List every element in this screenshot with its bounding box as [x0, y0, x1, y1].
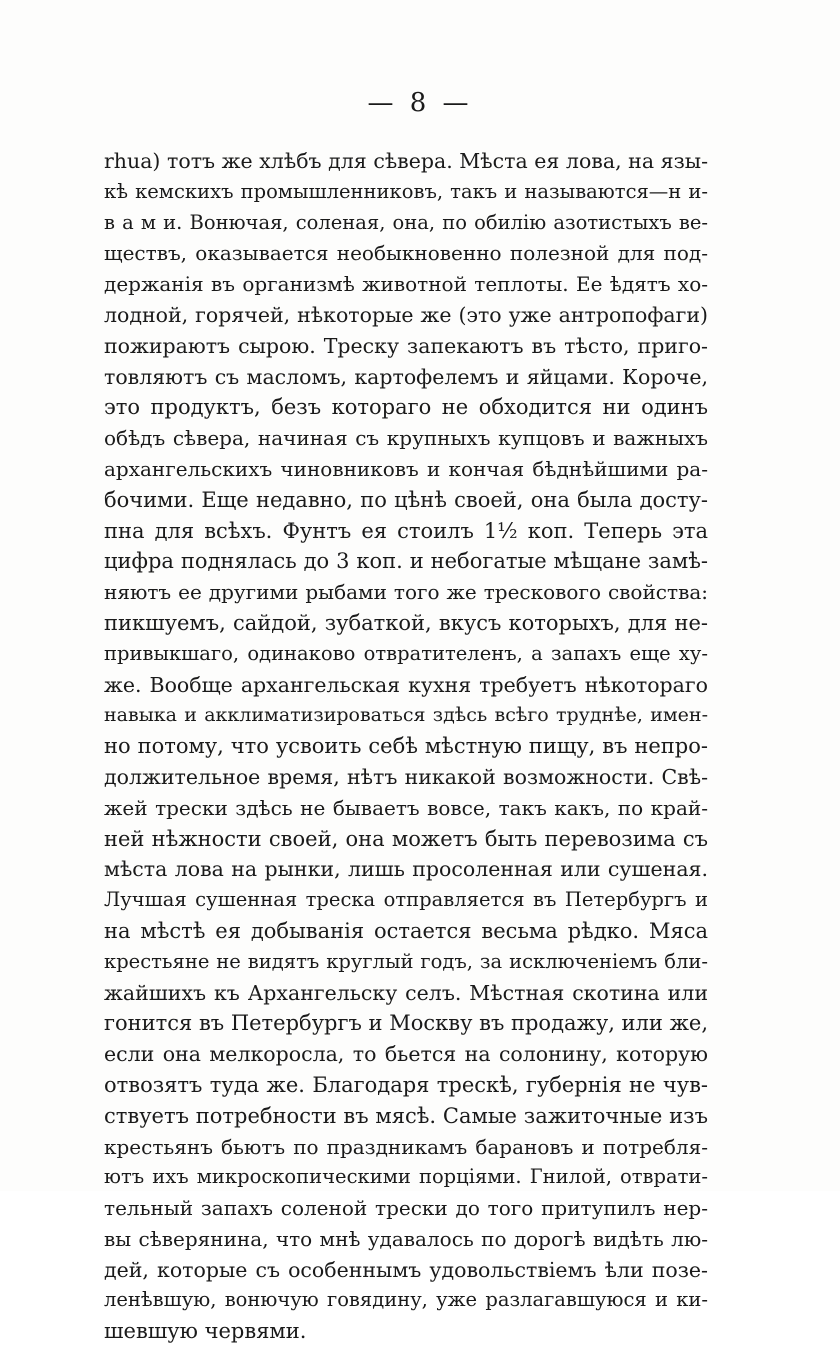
text-line: вы сѣверянина, что мнѣ удавалось по дорогѣ видѣть лю-	[104, 1226, 708, 1251]
text-line: но потому, что усвоить себѣ мѣстную пищу, въ непро-	[104, 734, 708, 759]
text-line: ленѣвшую, вонючую говядину, уже разлагавшуюся и ки-	[104, 1288, 708, 1312]
text-line: отвозятъ туда же. Благодаря трескѣ, губернія не чув-	[104, 1072, 708, 1097]
text-line-last: шевшую червями.	[104, 1319, 307, 1344]
text-line: крестьяне не видятъ круглый годъ, за исключеніемъ бли-	[104, 949, 708, 973]
text-line: навыка и акклиматизироваться здѣсь всѣго труднѣе, имен-	[104, 704, 708, 727]
text-line: товляютъ съ масломъ, картофелемъ и яйцами. Короче,	[104, 364, 708, 389]
text-line: Лучшая сушенная треска отправляется въ Петербургъ и	[104, 888, 708, 912]
text-line: на мѣстѣ ея добыванія остается весьма рѣдко. Мяса	[104, 918, 708, 943]
text-line: жей трески здѣсь не бываетъ вовсе, такъ какъ, по край-	[104, 795, 708, 820]
text-line: няютъ ее другими рыбами того же трескового свойства:	[104, 580, 708, 605]
text-line: rhua) тотъ же хлѣбъ для сѣвера. Мѣста ея лова, на язы-	[104, 149, 708, 173]
text-line: ютъ ихъ микроскопическими порціями. Гнилой, отврати-	[104, 1165, 708, 1189]
text-line: привыкшаго, одинаково отвратителенъ, а запахъ еще ху-	[104, 641, 708, 665]
text-line: дей, которые съ особеннымъ удовольствіемъ ѣли позе-	[104, 1257, 708, 1282]
text-line: ществъ, оказывается необыкновенно полезной для под-	[104, 241, 708, 266]
text-line: должительное время, нѣтъ никакой возможности. Свѣ-	[104, 764, 708, 789]
text-line: цифра поднялась до 3 коп. и небогатые мѣщане замѣ-	[104, 549, 708, 574]
text-line: пожираютъ сырою. Треску запекаютъ въ тѣсто, приго-	[104, 333, 708, 358]
text-line: пикшуемъ, сайдой, зубаткой, вкусъ которыхъ, для не-	[104, 610, 708, 635]
text-line: тельный запахъ соленой трески до того притупилъ нер-	[104, 1196, 708, 1221]
text-line: обѣдъ сѣвера, начиная съ крупныхъ купцовъ и важныхъ	[104, 426, 708, 451]
text-line: крестьянъ бьютъ по праздникамъ барановъ и потребля-	[104, 1134, 708, 1159]
text-line: в а м и. Вонючая, соленая, она, по обилію азотистыхъ ве-	[104, 210, 708, 234]
text-line: жайшихъ къ Архангельску селъ. Мѣстная скотина или	[104, 980, 708, 1005]
text-line: ней нѣжности своей, она можетъ быть перевозима съ	[104, 826, 708, 851]
text-line: ствуетъ потребности въ мясѣ. Самые зажиточные изъ	[104, 1103, 708, 1128]
text-line: кѣ кемскихъ промышленниковъ, такъ и называются—н и-	[104, 179, 708, 203]
text-line: это продуктъ, безъ котораго не обходится ни одинъ	[104, 395, 708, 420]
text-line: архангельскихъ чиновниковъ и кончая бѣднѣйшими ра-	[104, 456, 708, 481]
text-line: мѣста лова на рынки, лишь просоленная или сушеная.	[104, 857, 708, 882]
body-text	[104, 146, 708, 1347]
text-line: бочими. Еще недавно, по цѣнѣ своей, она была досту-	[104, 487, 708, 512]
text-line: лодной, горячей, нѣкоторые же (это уже антропофаги)	[104, 302, 708, 327]
text-line: гонится въ Петербургъ и Москву въ продажу, или же,	[104, 1011, 708, 1036]
text-line: же. Вообще архангельская кухня требуетъ нѣкотораго	[104, 672, 708, 697]
page-number: — 8 —	[367, 88, 473, 118]
text-line: если она мелкоросла, то бьется на солонину, которую	[104, 1042, 708, 1067]
text-line: держанія въ организмѣ животной теплоты. Ее ѣдятъ хо-	[104, 272, 708, 297]
text-line: пна для всѣхъ. Фунтъ ея стоилъ 1½ коп. Теперь эта	[104, 518, 708, 543]
